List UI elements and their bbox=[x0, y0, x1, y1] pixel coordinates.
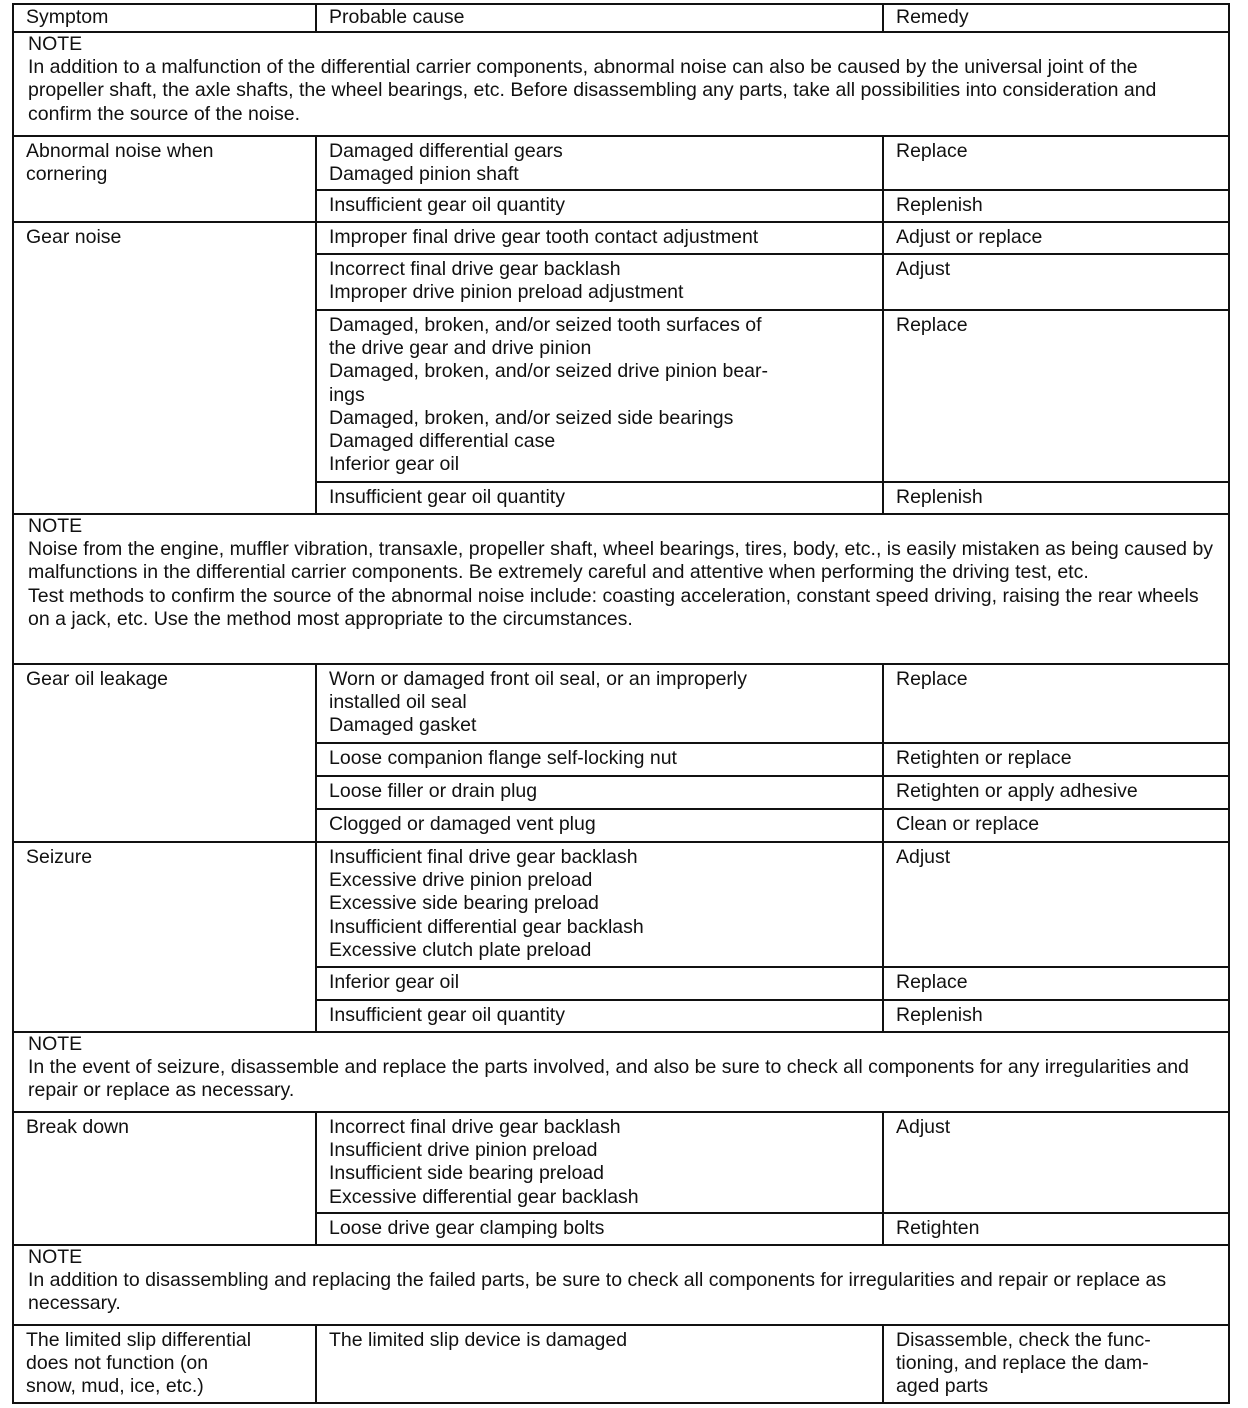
cause-cell bbox=[316, 809, 883, 842]
cause-line: Improper final drive gear tooth contact adjustment bbox=[329, 226, 759, 248]
cause-cell bbox=[316, 776, 883, 809]
symptom-cell bbox=[13, 1112, 316, 1245]
symptom-line: cornering bbox=[26, 163, 108, 186]
symptom-line: Seizure bbox=[26, 846, 93, 868]
cause-cell bbox=[316, 842, 883, 967]
cause-cell bbox=[316, 190, 883, 222]
note-row bbox=[13, 1032, 1229, 1112]
header-probable-cause: Probable cause bbox=[316, 4, 883, 32]
symptom-line: Abnormal noise when bbox=[26, 140, 214, 162]
symptom-line: snow, mud, ice, etc.) bbox=[26, 1375, 204, 1398]
cause-line: Worn or damaged front oil seal, or an improperly bbox=[329, 668, 748, 690]
symptom-cell bbox=[13, 664, 316, 842]
remedy-cell bbox=[883, 254, 1229, 310]
cause-line: Insufficient final drive gear backlash bbox=[329, 846, 638, 868]
cause-line: Damaged, broken, and/or seized side bearings bbox=[329, 406, 734, 429]
remedy-line: tioning, and replace the dam- bbox=[896, 1352, 1149, 1375]
cause-line: Damaged, broken, and/or seized tooth surfaces of bbox=[329, 314, 762, 336]
remedy-cell bbox=[883, 1213, 1229, 1245]
note-label: NOTE bbox=[28, 1246, 83, 1268]
cause-line: installed oil seal bbox=[329, 691, 467, 714]
cause-cell bbox=[316, 310, 883, 482]
symptom-cell bbox=[13, 136, 316, 222]
note-row bbox=[13, 514, 1229, 664]
remedy-cell bbox=[883, 809, 1229, 842]
cause-line: Excessive side bearing preload bbox=[329, 892, 599, 915]
cause-line: Inferior gear oil bbox=[329, 971, 460, 993]
cause-line: Improper drive pinion preload adjustment bbox=[329, 281, 684, 304]
table-row bbox=[13, 1112, 1229, 1213]
remedy-line: Adjust bbox=[896, 1116, 951, 1138]
remedy-cell bbox=[883, 743, 1229, 776]
symptom-line: Gear noise bbox=[26, 226, 122, 248]
remedy-line: Replenish bbox=[896, 1004, 983, 1026]
cause-line: The limited slip device is damaged bbox=[329, 1329, 628, 1351]
cause-cell bbox=[316, 482, 883, 514]
symptom-cell bbox=[13, 842, 316, 1032]
remedy-cell bbox=[883, 967, 1229, 1000]
cause-cell bbox=[316, 222, 883, 254]
cause-line: Excessive clutch plate preload bbox=[329, 938, 592, 961]
remedy-line: Disassemble, check the func- bbox=[896, 1329, 1151, 1351]
remedy-cell bbox=[883, 664, 1229, 743]
remedy-cell bbox=[883, 1000, 1229, 1032]
note-text: In addition to a malfunction of the differential carrier components, abnormal noise can also be caused by the universal joint of the propeller shaft, the axle shafts, the wheel bearings, etc. Before disassembling any parts, take all possibilities into consideration and confirm the source of the noise. bbox=[28, 56, 1157, 125]
note-cell bbox=[13, 1245, 1229, 1325]
symptom-cell bbox=[13, 1325, 316, 1403]
cause-line: Loose filler or drain plug bbox=[329, 780, 538, 802]
remedy-cell bbox=[883, 1325, 1229, 1403]
troubleshooting-page bbox=[12, 3, 1228, 1404]
note-label: NOTE bbox=[28, 515, 83, 537]
table-header-row bbox=[13, 4, 1229, 32]
remedy-line: aged parts bbox=[896, 1375, 989, 1398]
remedy-line: Replenish bbox=[896, 486, 983, 508]
table-row bbox=[13, 664, 1229, 743]
cause-line: Incorrect final drive gear backlash bbox=[329, 1116, 621, 1138]
remedy-cell bbox=[883, 842, 1229, 967]
symptom-line: does not function (on bbox=[26, 1352, 209, 1375]
cause-line: Damaged, broken, and/or seized drive pinion bear- bbox=[329, 360, 769, 383]
note-cell bbox=[13, 32, 1229, 136]
cause-cell bbox=[316, 1213, 883, 1245]
cause-line: Insufficient gear oil quantity bbox=[329, 1004, 565, 1026]
table-row bbox=[13, 222, 1229, 254]
remedy-cell bbox=[883, 136, 1229, 190]
cause-line: Insufficient gear oil quantity bbox=[329, 194, 565, 216]
remedy-line: Retighten or replace bbox=[896, 747, 1072, 769]
remedy-cell bbox=[883, 310, 1229, 482]
cause-cell bbox=[316, 664, 883, 743]
note-text: In the event of seizure, disassemble and replace the parts involved, and also be sure to check all components for any irregularities and repair or replace as necessary. bbox=[28, 1056, 1189, 1102]
symptom-line: Gear oil leakage bbox=[26, 668, 169, 690]
cause-line: Damaged gasket bbox=[329, 714, 477, 737]
cause-line: Insufficient side bearing preload bbox=[329, 1162, 604, 1185]
remedy-line: Adjust bbox=[896, 258, 951, 280]
cause-cell bbox=[316, 967, 883, 1000]
remedy-line: Retighten bbox=[896, 1217, 980, 1239]
cause-cell bbox=[316, 136, 883, 190]
cause-cell bbox=[316, 254, 883, 310]
remedy-line: Clean or replace bbox=[896, 813, 1040, 835]
table-row bbox=[13, 842, 1229, 967]
cause-cell bbox=[316, 1112, 883, 1213]
note-label: NOTE bbox=[28, 33, 83, 55]
cause-line: Loose companion flange self-locking nut bbox=[329, 747, 677, 769]
remedy-line: Adjust bbox=[896, 846, 951, 868]
note-label: NOTE bbox=[28, 1033, 83, 1055]
table-row bbox=[13, 1325, 1229, 1403]
cause-line: Clogged or damaged vent plug bbox=[329, 813, 596, 835]
cause-line: Insufficient drive pinion preload bbox=[329, 1139, 598, 1162]
symptom-cell bbox=[13, 222, 316, 514]
remedy-line: Replace bbox=[896, 668, 968, 690]
remedy-line: Replenish bbox=[896, 194, 983, 216]
note-cell bbox=[13, 1032, 1229, 1112]
cause-line: Damaged differential case bbox=[329, 430, 556, 453]
cause-line: Loose drive gear clamping bolts bbox=[329, 1217, 605, 1239]
remedy-line: Replace bbox=[896, 140, 968, 162]
troubleshooting-table bbox=[12, 3, 1230, 1404]
cause-line: Incorrect final drive gear backlash bbox=[329, 258, 621, 280]
cause-cell bbox=[316, 1325, 883, 1403]
cause-line: Damaged pinion shaft bbox=[329, 163, 519, 186]
note-row bbox=[13, 1245, 1229, 1325]
remedy-cell bbox=[883, 190, 1229, 222]
cause-line: ings bbox=[329, 383, 365, 406]
cause-line: Excessive differential gear backlash bbox=[329, 1185, 639, 1208]
remedy-line: Adjust or replace bbox=[896, 226, 1043, 248]
cause-line: Excessive drive pinion preload bbox=[329, 869, 593, 892]
note-text: Test methods to confirm the source of the abnormal noise include: coasting acceleration, constant speed driving, raising the rear wheels on a jack, etc. Use the method most appropriate to the circumstances. bbox=[28, 584, 1199, 630]
symptom-line: The limited slip differential bbox=[26, 1329, 252, 1351]
remedy-cell bbox=[883, 1112, 1229, 1213]
remedy-cell bbox=[883, 776, 1229, 809]
remedy-line: Replace bbox=[896, 314, 968, 336]
cause-cell bbox=[316, 743, 883, 776]
cause-line: Inferior gear oil bbox=[329, 453, 460, 476]
remedy-line: Retighten or apply adhesive bbox=[896, 780, 1138, 802]
note-text: In addition to disassembling and replacing the failed parts, be sure to check all components for irregularities and repair or replace as necessary. bbox=[28, 1269, 1167, 1315]
remedy-line: Replace bbox=[896, 971, 968, 993]
remedy-cell bbox=[883, 482, 1229, 514]
note-row bbox=[13, 32, 1229, 136]
cause-line: Insufficient gear oil quantity bbox=[329, 486, 565, 508]
header-remedy: Remedy bbox=[883, 4, 1229, 32]
remedy-cell bbox=[883, 222, 1229, 254]
symptom-line: Break down bbox=[26, 1116, 129, 1138]
cause-line: the drive gear and drive pinion bbox=[329, 337, 592, 360]
note-text: Noise from the engine, muffler vibration, transaxle, propeller shaft, wheel bearings, tires, body, etc., is easily mistaken as being caused by malfunctions in the differential carrier components. Be extremely careful and attentive when performing the driving test, etc. bbox=[28, 538, 1214, 584]
cause-line: Insufficient differential gear backlash bbox=[329, 915, 644, 938]
header-symptom: Symptom bbox=[13, 4, 316, 32]
cause-line: Damaged differential gears bbox=[329, 140, 563, 162]
cause-cell bbox=[316, 1000, 883, 1032]
note-cell bbox=[13, 514, 1229, 664]
table-row bbox=[13, 136, 1229, 190]
